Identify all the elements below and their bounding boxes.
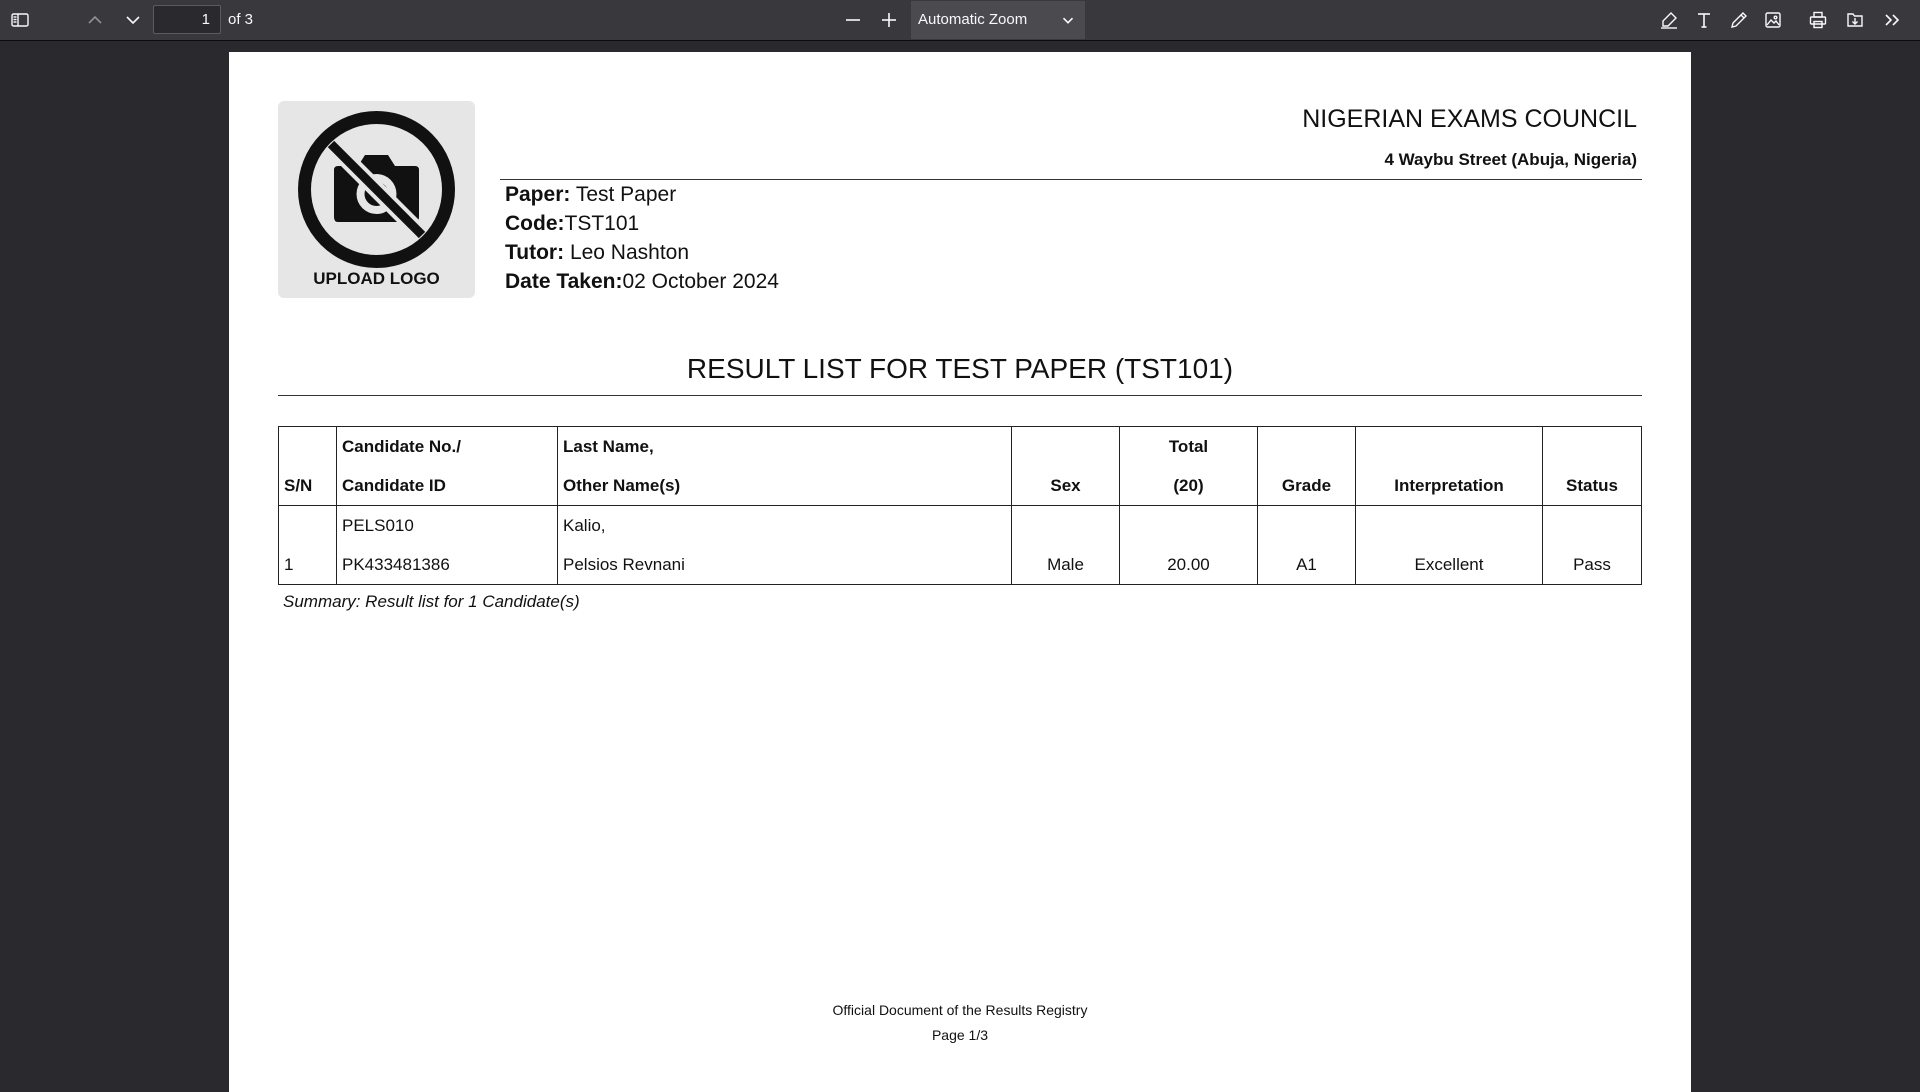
zoom-select-label: Automatic Zoom	[918, 11, 1028, 28]
print-button[interactable]	[1803, 5, 1833, 35]
tools-menu-button[interactable]	[1877, 5, 1907, 35]
meta-paper	[505, 180, 676, 209]
tools-menu-icon	[1882, 10, 1902, 30]
footer-registry-text: Official Document of the Results Registry	[832, 1002, 1088, 1018]
cell-sn: 1	[279, 506, 337, 585]
cell-grade: A1	[1258, 506, 1356, 585]
draw-button[interactable]	[1724, 5, 1754, 35]
cell-interpretation: Excellent	[1356, 506, 1543, 585]
text-tool-button[interactable]	[1689, 5, 1719, 35]
logo-placeholder[interactable]	[278, 101, 475, 298]
header-candidate: Candidate No./ Candidate ID	[337, 427, 558, 506]
cell-status: Pass	[1543, 506, 1642, 585]
cell-sex: Male	[1012, 506, 1120, 585]
table-header-row	[279, 427, 1642, 506]
zoom-select[interactable]	[911, 1, 1085, 39]
header-sn: S/N	[279, 427, 337, 506]
zoom-out-icon	[843, 10, 863, 30]
save-button[interactable]	[1840, 5, 1870, 35]
meta-date-value: 02 October 2024	[622, 270, 779, 293]
cell-candidate: PELS010 PK433481386	[337, 506, 558, 585]
meta-paper-label: Paper:	[505, 183, 571, 206]
chevron-up-icon	[85, 10, 105, 30]
header-grade: Grade	[1258, 427, 1356, 506]
meta-code-label: Code:	[505, 212, 565, 235]
cell-total: 20.00	[1120, 506, 1258, 585]
organization-address: 4 Waybu Street (Abuja, Nigeria)	[1384, 150, 1637, 169]
title-divider	[278, 395, 1642, 396]
header-total: Total (20)	[1120, 427, 1258, 506]
add-image-button[interactable]	[1758, 5, 1788, 35]
chevron-down-icon	[123, 10, 143, 30]
highlight-icon	[1659, 10, 1679, 30]
no-camera-icon	[295, 108, 458, 271]
logo-label: UPLOAD LOGO	[313, 269, 440, 288]
table-row	[279, 506, 1642, 585]
meta-code-value: TST101	[564, 212, 640, 235]
header-sex: Sex	[1012, 427, 1120, 506]
zoom-in-icon	[879, 10, 899, 30]
cell-name: Kalio, Pelsios Revnani	[558, 506, 1012, 585]
print-icon	[1808, 10, 1828, 30]
save-icon	[1845, 10, 1865, 30]
result-list-title: RESULT LIST FOR TEST PAPER (TST101)	[686, 353, 1234, 384]
previous-page-button[interactable]	[80, 5, 110, 35]
sidebar-toggle-icon[interactable]	[5, 5, 35, 35]
page-count-label: of 3	[228, 11, 254, 28]
meta-tutor	[505, 238, 689, 267]
meta-paper-value: Test Paper	[575, 183, 677, 206]
draw-icon	[1729, 10, 1749, 30]
header-status: Status	[1543, 427, 1642, 506]
meta-code	[505, 209, 639, 238]
header-interpretation: Interpretation	[1356, 427, 1543, 506]
meta-tutor-label: Tutor:	[505, 241, 565, 264]
highlight-button[interactable]	[1654, 5, 1684, 35]
image-icon	[1763, 10, 1783, 30]
results-table	[278, 426, 1642, 585]
organization-name: NIGERIAN EXAMS COUNCIL	[1302, 105, 1637, 133]
zoom-in-button[interactable]	[874, 5, 904, 35]
zoom-out-button[interactable]	[838, 5, 868, 35]
footer-page-number: Page 1/3	[931, 1027, 989, 1043]
next-page-button[interactable]	[118, 5, 148, 35]
text-icon	[1694, 10, 1714, 30]
summary-text: Summary: Result list for 1 Candidate(s)	[283, 592, 580, 611]
meta-date-label: Date Taken:	[505, 270, 623, 293]
pdf-toolbar	[0, 0, 1920, 41]
meta-tutor-value: Leo Nashton	[569, 241, 690, 264]
page-number-input[interactable]	[153, 5, 221, 34]
chevron-down-icon	[1059, 11, 1077, 29]
header-name: Last Name, Other Name(s)	[558, 427, 1012, 506]
meta-date	[505, 267, 779, 296]
pdf-page	[229, 52, 1691, 1092]
